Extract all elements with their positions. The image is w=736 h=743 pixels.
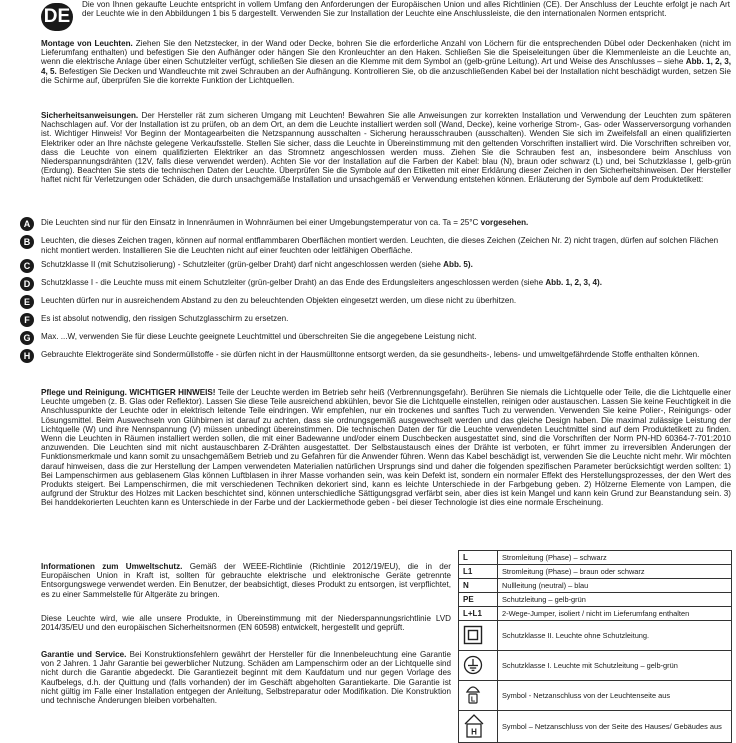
legend-symbol-cell (459, 651, 498, 681)
letter-e-icon: E (20, 295, 34, 309)
symbol-explanation-list (20, 218, 731, 368)
list-item (20, 260, 731, 273)
care-heading: Pflege und Reinigung. WICHTIGER HINWEIS! (41, 388, 216, 397)
list-item (20, 236, 731, 255)
intro-paragraph: Die von Ihnen gekaufte Leuchte entspricht in vollem Umfang den Anforderungen der Europäischen Union und alles Richtlinien (CE). Der Anschluss der Leuchte erfolgt je nach Art der Leuchte wie in den Abbildungen 1 bis 5 dargestellt. Verwenden Sie zur Installation der Leuchte eine Anschlussleiste, die den internationalen Normen entspricht. (82, 0, 730, 19)
table-row (459, 621, 732, 651)
legend-key: N (459, 579, 498, 593)
warranty-text: Bei Konstruktionsfehlern gewährt der Hersteller für die Innenbeleuchtung eine Garantie von 2 Jahren. 1 Jahr Garantie bei gewerblicher Nutzung. Schäden am Lampenschirm oder an der Lichtquelle sind nicht durch die Garantie abgedeckt. Die Garantiezeit beginnt mit dem Kaufdatum und nur gegen Vorlage des Kaufbelegs, d.h. der Quittung und (falls vorhanden) der im Geschäft abgeholten Garantiekarte. Die Garantie ist nicht gültig im Falle einer Installation entgegen der Anleitung, Selbstreparatur oder Modifikation. Die Konstruktion und technische Änderungen bleiben vorbehalten. (41, 650, 452, 706)
table-row (459, 579, 732, 593)
safety-text: Der Hersteller rät zum sicheren Umgang mit Leuchten! Bewahren Sie alle Anweisungen zur korrekten Installation und Verwendung der Leuchten zum späteren Nachschlagen auf. Vor der Installation ist zu prüfen, ob an dem Ort, an dem die Leuchte installiert werden soll (Wand, Decke), keine vorherige Strom-, Gas- oder Wasserversorgung vorhanden ist. Wichtiger Hinweis! Vor Beginn der Montagearbeiten die Netzspannung ausschalten - Sicherung herausschrauben (ausschalten). Wenden Sie sich im Zweifelsfall an einen qualifizierten Elektriker oder an Ihre nächste gelegene Verkaufsstelle. Stellen Sie sicher, dass die Leuchte in Übereinstimmung mit den geltenden Vorschriften installiert wird. Die Vorschriften schreiben vor, dass die Leuchte von einem qualifizierten Elektriker an das Stromnetz angeschlossen werden muss. Ziehen Sie die Schrauben fest an, insbesondere beim Anschluss von Niederspannungsdrähten (12V, falls diese verwendet werden). Achten Sie vor der Installation auf die Farben der Kabel: blau (N), braun oder schwarz (L) und, bei Schutzklasse I, gelb-grün (Erdung). Beachten Sie stets die technischen Daten der Leuchte. Überprüfen Sie die Symbole auf den Etiketten mit einer Erklärung dieser Zeichen in den Sicherheitshinweisen. Der Hersteller haftet nicht für Verletzungen oder Schäden, die durch unsachgemäße Installation und unsachgemäß er Verwendung entstehen können. Erläuterung der Symbole auf dem Produktetikett: (41, 111, 732, 185)
letter-g-icon: G (20, 331, 34, 345)
legend-text: Nullleitung (neutral) – blau (498, 579, 732, 593)
legend-text: Symbol - Netzanschluss von der Leuchtenseite aus (498, 681, 732, 711)
class-two-icon (463, 625, 483, 645)
legend-symbol-cell (459, 621, 498, 651)
letter-f-icon: F (20, 313, 34, 327)
legend-symbol-cell (459, 681, 498, 711)
table-row (459, 711, 732, 743)
ground-icon (463, 655, 483, 675)
list-item (20, 296, 731, 309)
legend-text: 2-Wege-Jumper, isoliert / nicht im Lieferumfang enthalten (498, 607, 732, 621)
svg-text:H: H (471, 727, 477, 736)
item-text: Leuchten dürfen nur in ausreichendem Abstand zu den zu beleuchtenden Objekten eingesetzt werden, um diese nicht zu überhitzen. (41, 296, 517, 306)
legend-text: Stromleitung (Phase) – braun oder schwarz (498, 565, 732, 579)
legend-key: PE (459, 593, 498, 607)
montage-text-2: Befestigen Sie Decken und Wandleuchte mit zwei Schrauben an der Aufhängung. Kontrollieren Sie, ob die anzuschließenden Kabel bei der Installation nicht beschädigt wurden, setzen Sie die Schirme auf, überprüfen Sie die korrekte Funktion der Lichtquellen. (41, 66, 732, 85)
montage-heading: Montage von Leuchten. (41, 39, 133, 48)
warranty-paragraph (41, 650, 451, 705)
legend-table (458, 550, 732, 743)
care-paragraph (41, 388, 731, 508)
care-text: Teile der Leuchte werden im Betrieb sehr heiß (Verbrennungsgefahr). Berühren Sie niemals die Lichtquelle oder Teile, die die Lichtquelle einer Leuchte umgeben (z. B. Glas oder Reflektor). Lassen Sie diese Teile ausreichend abkühlen, bevor Sie die Lichtquelle einstellen, reinigen oder austauschen. Lassen Sie keine Feuchtigkeit in die Anschlusspunkte der Leuchte oder in elektrisch leitende Teile eindringen. Wir empfehlen, nur ein trockenes und sanftes Tuch zu verwenden. Verwenden Sie keine Polier-, Reinigungs- oder Lösungsmittel. Beim Auswechseln von Glühbirnen ist darauf zu achten, dass sie ordnungsgemäß ausgewechselt werden und das gleiche Design haben. Die maximal zulässige Leistung der Lichtquelle (W) und ihre Nennspannung (V) müssen unbedingt übereinstimmen. Die technischen Daten der für die Leuchte verwendeten Leuchtmittel sind auf dem Produktetikett zu finden. Wenn die Leuchten in Räumen installiert werden sollen, die mit einer Badewanne und/oder einem Duschbecken ausgestattet sind, sind die Vorschriften der Norm PN-HD 60364-7-701:2010 anzuwenden. Die Leuchten sind mit nicht austauschbaren Z-Drähten ausgestattet. Der Selbstaustausch eines der Drähte ist verboten, er führt immer zu irreversiblen Änderungen der Funktionsmerkmale und kann somit zu unsachgemäßem Betrieb und zu Gefahren für die Anwender führen. Wenn das Kabel beschädigt ist, verwenden Sie die Leuchte nicht mehr. Wir möchten darauf hinweisen, dass die zur Herstellung der Lampen verwendeten Materialien natürlichen Ursprungs sind und daher die folgenden spezifischen Parameter berücksichtigt werden sollten: 1) Bei Lampenschirmen aus geblasenem Glas können Luftblasen in ihrer Masse vorhanden sein, was kein Defekt ist, sondern ein normaler Effekt des Herstellungsprozesses, der den Wert des Produkts steigert. Bei Lampenschirmen, die mit verschiedenen Techniken dekoriert sind, kann es leichte Unterschiede in der Farbgebung geben. 2) Hölzerne Elemente von Lampen, die aufgrund der Struktur des Holzes mit Lacken beschichtet sind, können unterschiedliche Sättigungsgrad verfärbt sein, aber dies ist kein Mangel und kann kein Grund zur Beanstandung sein. 3) Bei handdekorierten Leuchten kann es Unterschiede in der Farbe und der Lackiermethode geben - bei dieser Technologie ist dies eine normale Erscheinung. (41, 388, 731, 508)
table-row (459, 651, 732, 681)
environment-paragraph (41, 562, 451, 599)
item-text: Es ist absolut notwendig, den rissigen Schutzglasschirm zu ersetzen. (41, 314, 289, 324)
letter-h-icon: H (20, 349, 34, 363)
svg-text:L: L (470, 696, 476, 704)
table-row (459, 681, 732, 711)
letter-c-icon: C (20, 259, 34, 273)
language-badge: DE (41, 3, 73, 31)
house-connection-icon (463, 713, 485, 739)
safety-heading: Sicherheitsanweisungen. (41, 111, 139, 120)
legend-key: L (459, 551, 498, 565)
legend-text: Schutzklasse II. Leuchte ohne Schutzleitung. (498, 621, 732, 651)
environment-heading: Informationen zum Umweltschutz. (41, 562, 183, 571)
list-item (20, 278, 731, 291)
item-text: Die Leuchten sind nur für den Einsatz in Innenräumen in Wohnräumen bei einer Umgebungstemperatur von ca. Ta = 25°C (41, 218, 479, 227)
legend-text: Stromleitung (Phase) – schwarz (498, 551, 732, 565)
legend-key: L1 (459, 565, 498, 579)
item-bold: vorgesehen. (480, 218, 529, 227)
legend-symbol-cell (459, 711, 498, 743)
table-row (459, 551, 732, 565)
montage-paragraph (41, 39, 731, 85)
item-text: Leuchten, die dieses Zeichen tragen, können auf normal entflammbaren Oberflächen montiert werden. Leuchten, die dieses Zeichen (Zeichen Nr. 2) nicht tragen, dürfen auf solchen Flächen nicht montiert werden. Installieren Sie die Leuchten nicht auf einer feuchten oder leitfähigen Oberfläche. (41, 236, 719, 255)
item-text: Schutzklasse II (mit Schutzisolierung) - Schutzleiter (grün-gelber Draht) darf nicht angeschlossen werden (siehe (41, 260, 441, 270)
item-bold: Abb. 5). (443, 260, 473, 270)
legend-text: Schutzklasse I. Leuchte mit Schutzleitung – gelb-grün (498, 651, 732, 681)
montage-text: Ziehen Sie den Netzstecker, in der Wand oder Decke, bohren Sie die erforderliche Anzahl von Löchern für die entsprechenden Dübel oder Deckenhaken (nicht im Lieferumfang enthalten) und befestigen Sie den Aufhänger oder hängen Sie den Kronleuchter an den Haken. Schließen Sie die Speiseleitungen über die Klemmenleiste an die Leuchte an, wenn die elektrische Anlage über einen Schutzleiter verfügt, schließen Sie diesen an die Klemme mit dem Symbol an (gelb-grüne Leitung). Art und Weise des Anschlusses – siehe (41, 39, 731, 67)
list-item (20, 350, 731, 363)
table-row (459, 607, 732, 621)
letter-b-icon: B (20, 235, 34, 249)
table-row (459, 565, 732, 579)
montage-figures: Abb. 1, 2, 3, 4, 5. (41, 57, 731, 76)
environment-text: Gemäß der WEEE-Richtlinie (Richtlinie 2012/19/EU), die in der Europäischen Union in Kraft ist, sollten für gebrauchte elektrische und elektronische Geräte getrennte Entsorgungswege verwendet werden. Ein Benutzer, der beabsichtigt, dieses Produkt zu entsorgen, ist verpflichtet, es zu einer Sammelstelle für Altgeräte zu bringen. (41, 562, 451, 599)
warranty-heading: Garantie und Service. (41, 650, 127, 659)
safety-paragraph (41, 111, 731, 185)
letter-a-icon: A (20, 217, 34, 231)
table-row (459, 593, 732, 607)
luminaire-connection-icon (463, 683, 483, 707)
conformity-paragraph: Diese Leuchte wird, wie alle unsere Produkte, in Übereinstimmung mit der Niederspannungsrichtlinie LVD 2014/35/EU und den europäischen Sicherheitsnormen (EN 60598) entwickelt, hergestellt und geprüft. (41, 614, 451, 633)
item-text: Max. ...W, verwenden Sie für diese Leuchte geeignete Leuchtmittel und überschreiten Sie die angegebene Leistung nicht. (41, 332, 477, 342)
item-bold: Abb. 1, 2, 3, 4). (545, 278, 603, 288)
list-item (20, 332, 731, 345)
list-item (20, 314, 731, 327)
legend-key: L+L1 (459, 607, 498, 621)
legend-text: Symbol – Netzanschluss von der Seite des Hauses/ Gebäudes aus (498, 711, 732, 743)
legend-text: Schutzleitung – gelb-grün (498, 593, 732, 607)
item-text: Gebrauchte Elektrogeräte sind Sondermüllstoffe - sie dürfen nicht in der Hausmülltonne entsorgt werden, da sie gesundheits-, lebens- und umweltgefährdende Stoffe enthalten können. (41, 350, 700, 360)
list-item (20, 218, 731, 231)
letter-d-icon: D (20, 277, 34, 291)
item-text: Schutzklasse I - die Leuchte muss mit einem Schutzleiter (grün-gelber Draht) an das Ende des Erdungsleiters angeschlossen werden (siehe (41, 278, 544, 288)
